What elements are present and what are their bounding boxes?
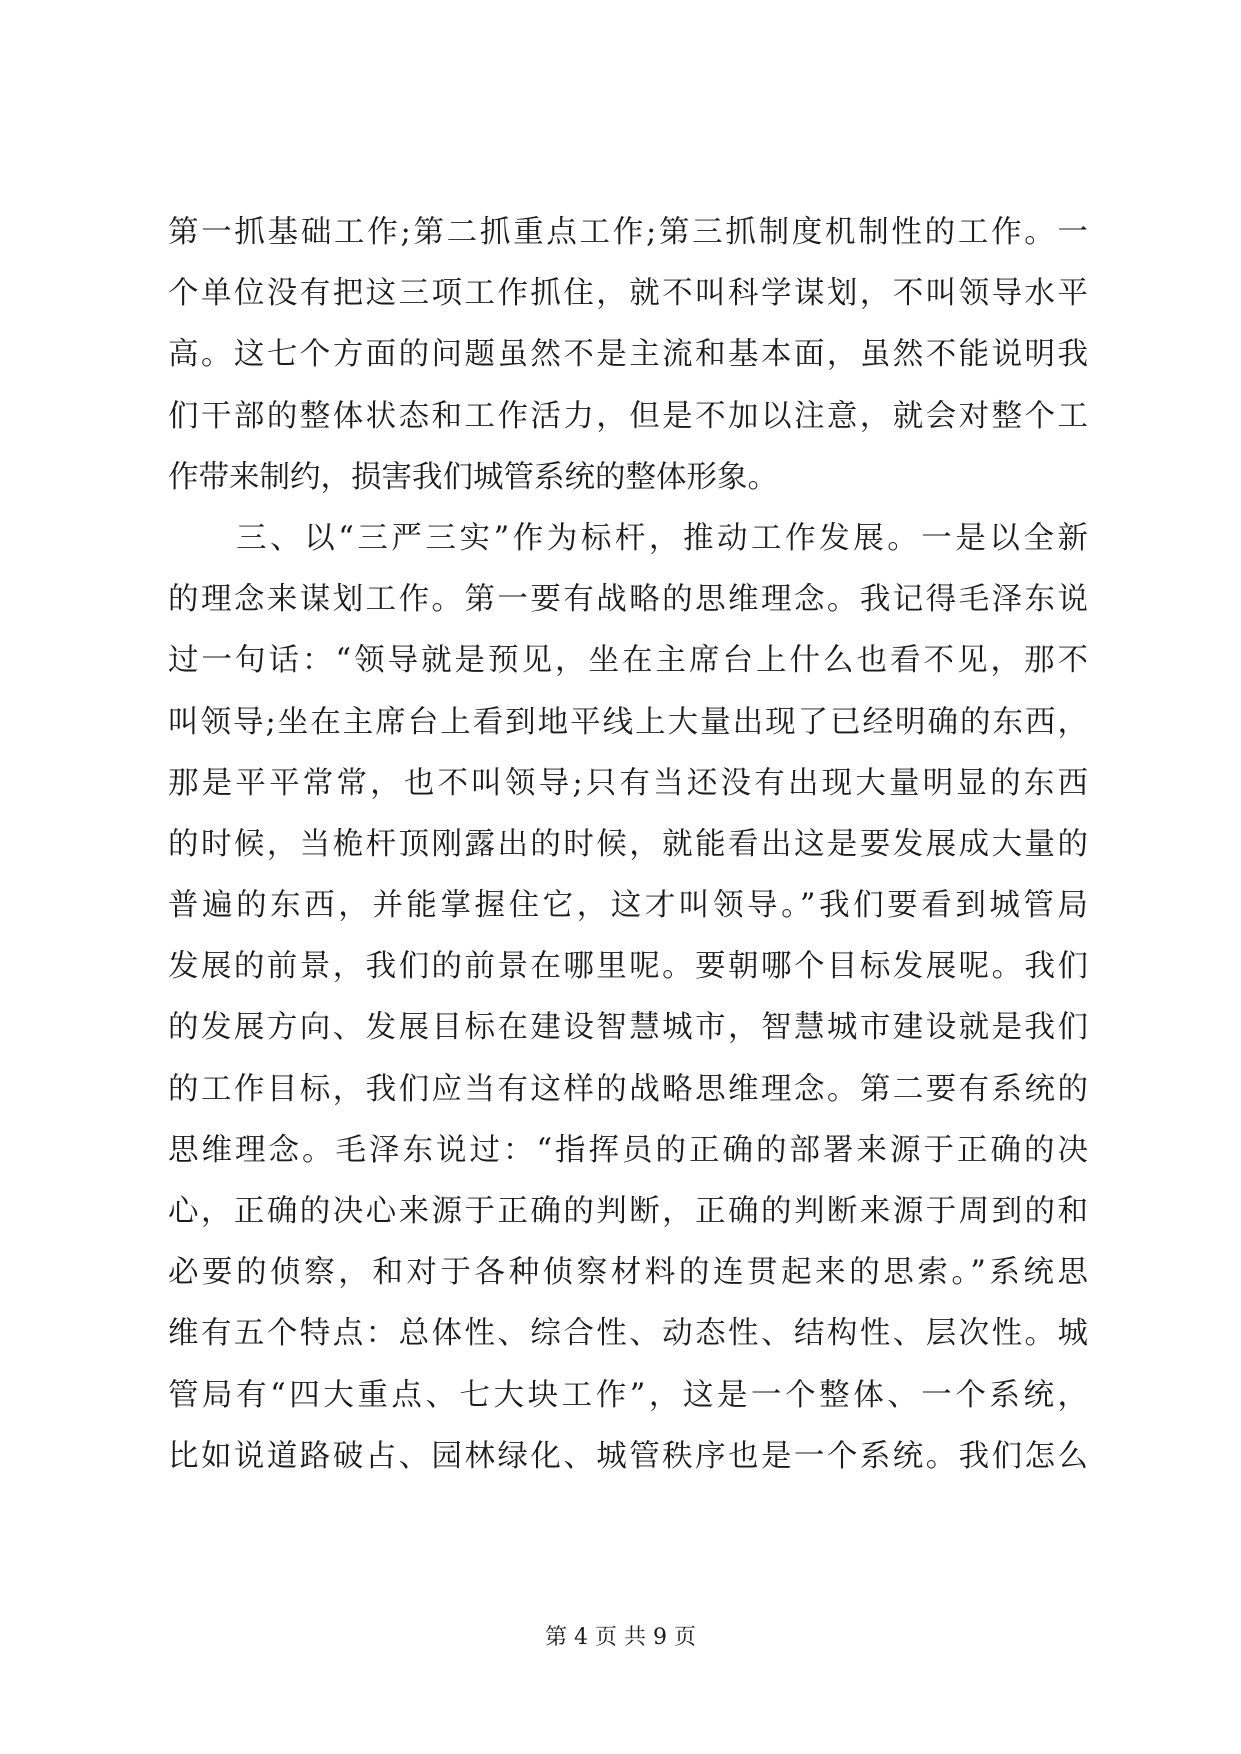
- text-line: 普遍的东西，并能掌握住它，这才叫领导。”我们要看到城管局: [168, 888, 1088, 924]
- text-line: 管局有“四大重点、七大块工作”，这是一个整体、一个系统，: [168, 1377, 1088, 1413]
- text-line: 比如说道路破占、园林绿化、城管秩序也是一个系统。我们怎么: [168, 1438, 1088, 1474]
- text-line: 维有五个特点：总体性、综合性、动态性、结构性、层次性。城: [168, 1316, 1088, 1352]
- page-number: 第 4 页 共 9 页: [545, 1625, 696, 1650]
- text-line: 的理念来谋划工作。第一要有战略的思维理念。我记得毛泽东说: [168, 582, 1088, 618]
- text-line: 的工作目标，我们应当有这样的战略思维理念。第二要有系统的: [168, 1071, 1088, 1107]
- text-line: 个单位没有把这三项工作抓住，就不叫科学谋划，不叫领导水平: [168, 276, 1088, 312]
- text-line: 那是平平常常，也不叫领导;只有当还没有出现大量明显的东西: [168, 765, 1088, 801]
- text-line: 必要的侦察，和对于各种侦察材料的连贯起来的思索。”系统思: [168, 1255, 1088, 1291]
- text-line: 的发展方向、发展目标在建设智慧城市，智慧城市建设就是我们: [168, 1010, 1088, 1046]
- text-line: 叫领导;坐在主席台上看到地平线上大量出现了已经明确的东西，: [168, 704, 1088, 740]
- text-line: 作带来制约，损害我们城管系统的整体形象。: [168, 459, 778, 495]
- text-line: 第一抓基础工作;第二抓重点工作;第三抓制度机制性的工作。一: [168, 215, 1088, 250]
- text-line: 高。这七个方面的问题虽然不是主流和基本面，虽然不能说明我: [168, 337, 1088, 373]
- text-line: 心，正确的决心来源于正确的判断，正确的判断来源于周到的和: [168, 1194, 1088, 1229]
- body-text: [168, 202, 1088, 1487]
- text-line: 三、以“三严三实”作为标杆，推动工作发展。一是以全新: [168, 520, 1088, 556]
- text-line: 发展的前景，我们的前景在哪里呢。要朝哪个目标发展呢。我们: [168, 949, 1088, 985]
- page-footer: [0, 1623, 1241, 1653]
- text-line: 们干部的整体状态和工作活力，但是不加以注意，就会对整个工: [168, 398, 1088, 434]
- text-line: 的时候，当桅杆顶刚露出的时候，就能看出这是要发展成大量的: [168, 826, 1088, 862]
- text-line: 思维理念。毛泽东说过：“指挥员的正确的部署来源于正确的决: [168, 1132, 1088, 1168]
- text-line: 过一句话：“领导就是预见，坐在主席台上什么也看不见，那不: [168, 643, 1088, 679]
